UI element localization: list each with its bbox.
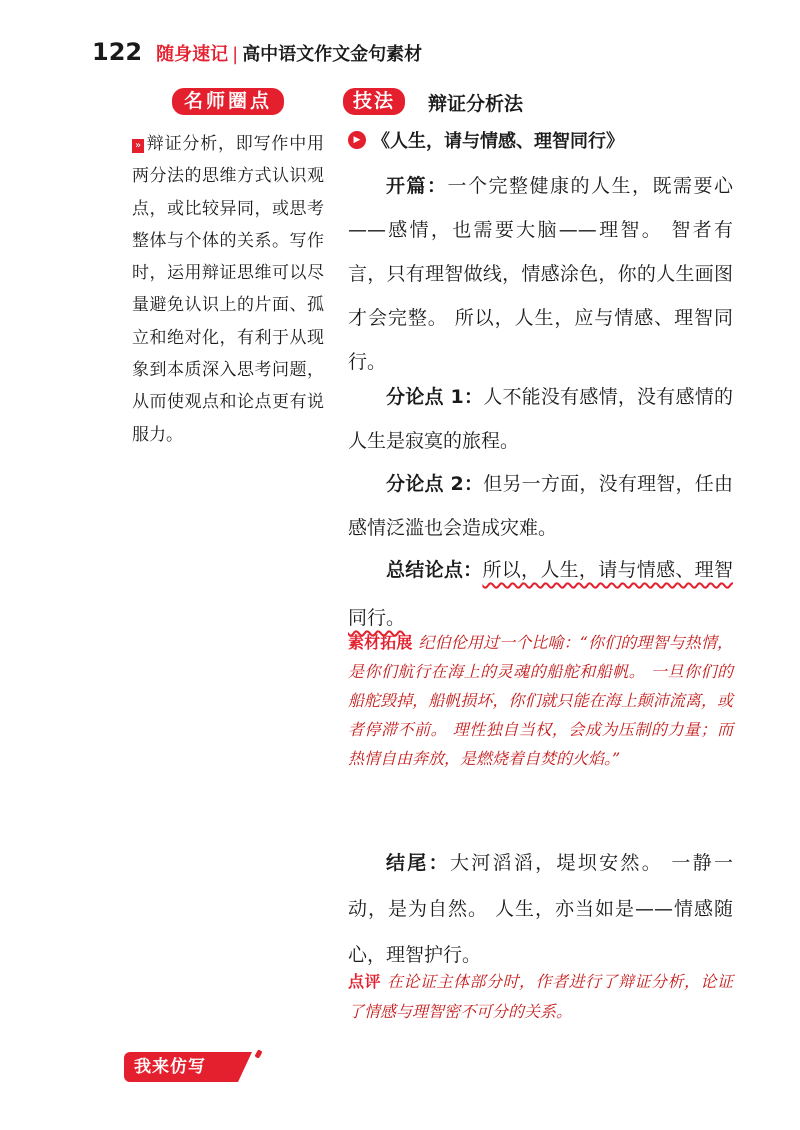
teacher-notes-badge: 名师圈点	[172, 88, 284, 115]
point1-label: 分论点 1：	[386, 386, 484, 408]
series-name: 随身速记	[156, 44, 229, 65]
summary-text: 所以，人生，请与情感、理智同行。	[348, 559, 733, 629]
teacher-notes	[132, 128, 324, 451]
sub-argument-2	[348, 462, 733, 550]
expansion-label: 素材拓展	[348, 633, 413, 652]
summary-label: 总结论点：	[386, 559, 483, 581]
comment-label: 点评	[348, 972, 381, 991]
ending-paragraph	[348, 840, 733, 978]
badge-tail	[238, 1052, 252, 1082]
page-header	[92, 38, 422, 66]
header-divider: |	[232, 44, 239, 65]
sub-argument-1	[348, 375, 733, 463]
page-number: 122	[92, 38, 143, 66]
point1-text: 人不能没有感情，没有感情的人生是寂寞的旅程。	[348, 386, 733, 452]
imitate-writing-badge: 我来仿写	[124, 1052, 238, 1082]
decorative-mark	[254, 1049, 262, 1058]
expansion-text: 纪伯伦用过一个比喻：“你们的理智与热情，是你们航行在海上的灵魂的船舵和船帆。 一旦你们的船舵毁掉，船帆损坏，你们就只能在海上颠沛流离，或者停滞不前。 理性独自当权，会成为压制的力量；而热情自由奔放，是燃烧着自焚的火焰。”	[348, 633, 733, 768]
opening-paragraph	[348, 164, 733, 384]
comment-text: 在论证主体部分时，作者进行了辩证分析，论证了情感与理智密不可分的关系。	[348, 972, 733, 1021]
essay-title	[348, 127, 624, 153]
point2-text: 但另一方面，没有理智，任由感情泛滥也会造成灾难。	[348, 473, 733, 539]
ending-text: 大河滔滔，堤坝安然。 一静一动，是为自然。 人生，亦当如是——情感随心，理智护行。	[348, 852, 733, 966]
play-icon: ▶	[348, 131, 366, 149]
opening-text: 一个完整健康的人生，既需要心——感情，也需要大脑——理智。 智者有言，只有理智做线，情感涂色，你的人生画图才会完整。 所以，人生，应与情感、理智同行。	[348, 175, 733, 373]
ending-label: 结尾：	[386, 852, 450, 874]
opening-label: 开篇：	[386, 175, 448, 197]
teacher-notes-text: 辩证分析，即写作中用两分法的思维方式认识观点，或比较异同，或思考整体与个体的关系。写作时，运用辩证思维可以尽量避免认识上的片面、孤立和绝对化，有利于从现象到本质深入思考问题，从而使观点和论点更有说服力。	[132, 134, 324, 445]
essay-title-text: 《人生，请与情感、理智同行》	[372, 131, 624, 152]
book-title: 高中语文作文金句素材	[242, 44, 423, 65]
technique-badge: 技法	[343, 88, 405, 115]
point2-label: 分论点 2：	[386, 473, 484, 495]
material-expansion	[348, 628, 733, 773]
comment-note	[348, 967, 733, 1027]
technique-name: 辩证分析法	[428, 93, 524, 115]
double-arrow-icon: »	[132, 139, 144, 153]
